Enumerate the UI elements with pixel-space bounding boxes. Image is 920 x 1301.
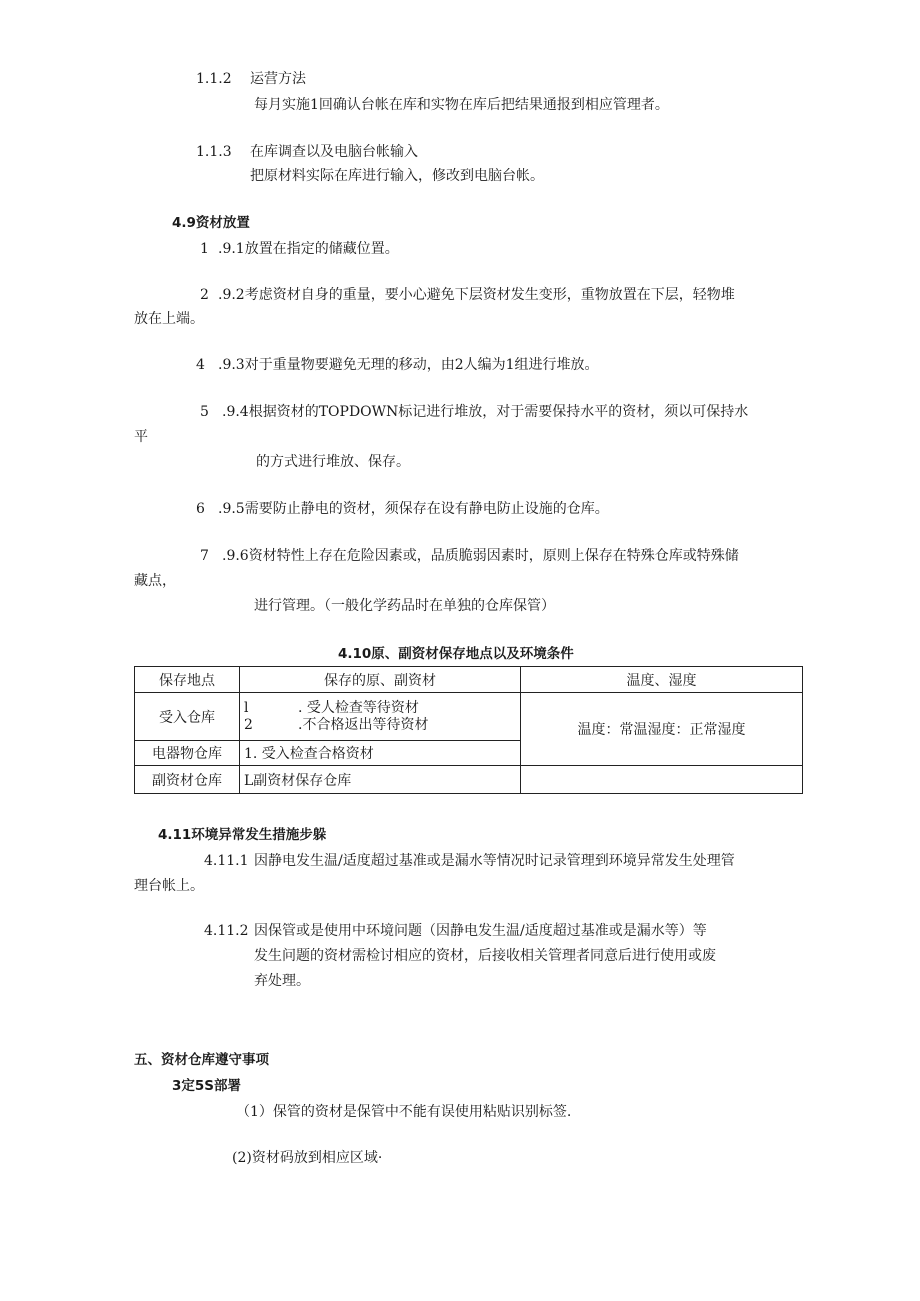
list-item-continuation: 放在上端。 [134,311,204,327]
list-item-continuation: 平 [134,429,148,445]
list-item-text: .9.6资材特性上存在危险因素或，品质脆弱因素时，原则上保存在特殊仓库或特殊储 [222,548,739,564]
list-item-number: 4 [196,357,205,373]
paragraph: 因静电发生温/适度超过基准或是漏水等情况时记录管理到环境异常发生处理管 [254,853,735,869]
paragraph-continuation: 理台帐上。 [134,878,204,894]
material-line-text: .不合格返出等待资材 [298,716,429,733]
header-cell: 保存地点 [135,667,240,693]
list-item-text: .9.2考虑资材自身的重量，要小心避免下层资材发生变形，重物放置在下层，轻物堆 [218,287,735,303]
section-heading: 4.9资材放置 [172,215,250,231]
list-item-continuation: 藏点， [134,573,176,589]
material-line [244,700,516,717]
materials-cell: 1. 受入检查合格资材 [240,741,521,766]
paragraph: 每月实施1回确认台帐在库和实物在库后把结果通报到相应管理者。 [254,97,669,113]
environment-cell: 温度：常温湿度：正常湿度 [521,693,803,766]
section-number: 4.11.1 [204,853,249,869]
paragraph-continuation: 弃处理。 [254,973,310,989]
place-cell: 受入仓库 [135,693,240,741]
paragraph: 把原材料实际在库进行输入，修改到电脑台帐。 [250,168,544,184]
storage-conditions-table [134,666,803,794]
section-title: 在库调查以及电脑台帐输入 [250,144,418,160]
list-item-continuation: 进行管理。（一般化学药品时在单独的仓库保管） [254,598,555,614]
section-number: 1.1.2 [196,71,232,87]
list-item-number: 1 [200,241,209,257]
list-item-text: .9.4根据资材的TOPDOWN标记进行堆放，对于需要保持水平的资材，须以可保持水 [222,404,749,420]
list-item: (2)资材码放到相应区域· [232,1150,383,1166]
list-item-text: .9.5需要防止静电的资材，须保存在设有静电防止设施的仓库。 [218,501,609,517]
material-line-number: 2 [244,716,253,733]
section-heading: 4.11环境异常发生措施步躲 [158,827,327,843]
table-row [135,693,803,741]
list-item-number: 2 [200,287,209,303]
section-number: 4.11.2 [204,923,249,939]
list-item-number: 7 [200,548,209,564]
list-item-number: 6 [196,501,205,517]
subsection-heading: 3定5S部署 [172,1078,242,1094]
environment-cell [521,766,803,794]
section-number: 1.1.3 [196,144,232,160]
place-cell: 副资材仓库 [135,766,240,794]
paragraph: 因保管或是使用中环境问题（因静电发生温/适度超过基准或是漏水等）等 [254,923,707,939]
materials-cell [240,693,521,741]
material-line-number: l [244,699,249,716]
table-header-row [135,667,803,693]
list-item-number: 5 [200,404,209,420]
header-cell: 保存的原、副资材 [240,667,521,693]
materials-cell: L副资材保存仓库 [240,766,521,794]
material-line [244,717,516,734]
list-item-text: .9.1放置在指定的储藏位置。 [218,241,399,257]
paragraph-continuation: 发生问题的资材需检讨相应的资材，后接收相关管理者同意后进行使用或废 [254,948,716,964]
chapter-heading: 五、资材仓库遵守事项 [134,1052,269,1068]
place-cell: 电器物仓库 [135,741,240,766]
list-item-text: .9.3对于重量物要避免无理的移动，由2人编为1组进行堆放。 [218,357,599,373]
table-title: 4.10原、副资材保存地点以及环境条件 [338,646,574,662]
material-line-text: . 受人检查等待资材 [298,699,419,716]
list-item-continuation: 的方式进行堆放、保存。 [256,454,410,470]
section-title: 运营方法 [250,71,306,87]
header-cell: 温度、湿度 [521,667,803,693]
list-item: （1）保管的资材是保管中不能有误使用粘贴识别标签. [236,1104,572,1120]
table-row [135,766,803,794]
